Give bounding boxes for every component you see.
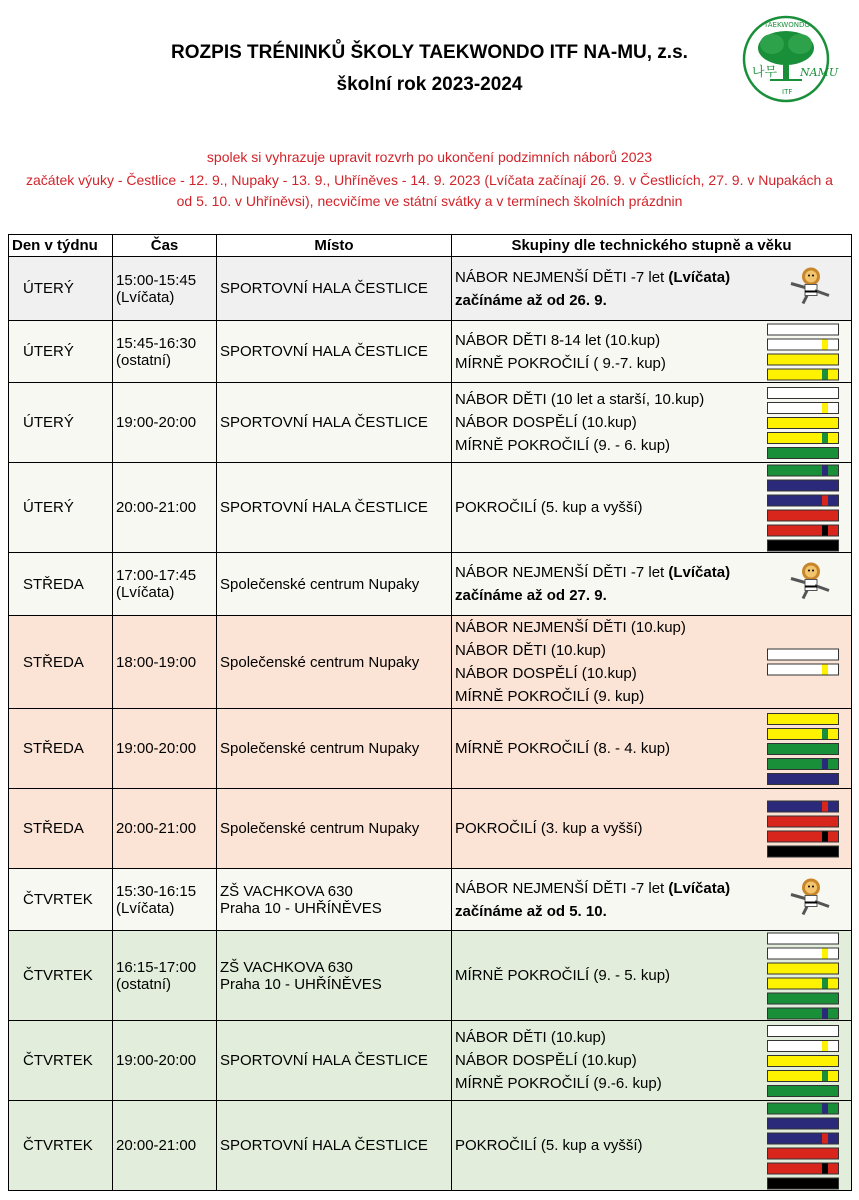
group-line: [455, 685, 738, 708]
group-line: [455, 266, 738, 289]
place-cell: [217, 383, 452, 463]
place-name: SPORTOVNÍ HALA ČESTLICE: [220, 499, 428, 516]
day-cell: STŘEDA: [9, 553, 113, 616]
belt-stripe: [822, 403, 828, 413]
time-range: 19:00-20:00: [116, 414, 197, 431]
belt-yellow: [767, 417, 839, 429]
group-line: [455, 737, 738, 760]
header-day: Den v týdnu: [9, 235, 113, 257]
place-cell: [217, 1101, 452, 1191]
svg-text:NAMU: NAMU: [800, 66, 839, 79]
belt-white: [767, 932, 839, 944]
group-text: NÁBOR DĚTI (10 let a starší, 10.kup): [455, 391, 705, 408]
place-name: ZŠ VACHKOVA 630: [220, 882, 353, 900]
belt-stripe: [822, 369, 828, 379]
place-address: Praha 10 - UHŘÍNĚVES: [220, 975, 382, 993]
belt-stripe: [822, 1133, 828, 1143]
belt-stripe: [822, 729, 828, 739]
groups-cell: [452, 321, 852, 383]
belt-stripe: [822, 465, 828, 475]
belt-red-black: [767, 830, 839, 842]
lion-kick-icon: [781, 265, 833, 312]
table-row: [9, 869, 852, 931]
belt-red-black: [767, 1162, 839, 1174]
groups-cell: [452, 553, 852, 616]
time-note: (ostatní): [116, 351, 172, 369]
table-row: [9, 383, 852, 463]
group-line: [455, 584, 738, 607]
belt-yellow: [767, 1055, 839, 1067]
belt-red-black: [767, 524, 839, 536]
belt-white-yellow: [767, 947, 839, 959]
place-cell: [217, 463, 452, 553]
group-bold-text: (Lvíčata): [668, 879, 731, 897]
place-name: Společenské centrum Nupaky: [220, 820, 420, 837]
belt-blue: [767, 479, 839, 491]
group-line: [455, 1049, 738, 1072]
place-name: ZŠ VACHKOVA 630: [220, 958, 353, 976]
group-line: [455, 817, 738, 840]
day-cell: STŘEDA: [9, 709, 113, 789]
group-line: [455, 1026, 738, 1049]
time-range: 19:00-20:00: [116, 740, 197, 757]
belt-green: [767, 447, 839, 459]
belt-yellow-green: [767, 728, 839, 740]
table-row: [9, 616, 852, 709]
group-text: MÍRNĚ POKROČILÍ (8. - 4. kup): [455, 740, 671, 757]
group-text: MÍRNĚ POKROČILÍ (9. - 5. kup): [455, 967, 671, 984]
lion-kick-icon: [781, 561, 833, 608]
belt-stack: [767, 797, 839, 860]
time-note: (Lvíčata): [116, 288, 175, 306]
place-cell: [217, 869, 452, 931]
day-cell: ÚTERÝ: [9, 321, 113, 383]
belt-stripe: [822, 1041, 828, 1051]
namu-logo: [738, 14, 839, 104]
place-cell: [217, 257, 452, 321]
groups-cell: [452, 463, 852, 553]
group-line: [455, 496, 738, 519]
time-range: 18:00-19:00: [116, 653, 197, 671]
group-line: [455, 639, 738, 662]
place-name: SPORTOVNÍ HALA ČESTLICE: [220, 414, 428, 431]
group-line: [455, 964, 738, 987]
groups-cell: [452, 616, 852, 709]
group-line: [455, 561, 738, 584]
belt-stripe: [822, 525, 828, 535]
schedule-table: [8, 234, 852, 1191]
time-cell: [113, 869, 217, 931]
day-cell: STŘEDA: [9, 616, 113, 709]
belt-blue-red: [767, 494, 839, 506]
time-cell: [113, 321, 217, 383]
group-line: [455, 388, 738, 411]
place-cell: [217, 553, 452, 616]
time-range: 15:45-16:30: [116, 334, 197, 352]
belt-stack: [767, 461, 839, 554]
header-place: Místo: [217, 235, 452, 257]
time-range: 16:15-17:00: [116, 958, 197, 976]
group-text: NÁBOR DĚTI 8-14 let (10.kup): [455, 331, 661, 349]
group-line: [455, 1072, 738, 1095]
belt-yellow-green: [767, 1070, 839, 1082]
belt-red: [767, 815, 839, 827]
belt-yellow-green: [767, 368, 839, 380]
groups-cell: [452, 931, 852, 1021]
svg-text:TAEKWONDO: TAEKWONDO: [764, 21, 810, 29]
group-text: POKROČILÍ (5. kup a vyšší): [455, 499, 643, 516]
time-cell: [113, 553, 217, 616]
belt-white-yellow: [767, 664, 839, 676]
group-line: [455, 662, 738, 685]
belt-white: [767, 1025, 839, 1037]
belt-yellow: [767, 962, 839, 974]
table-row: [9, 463, 852, 553]
table-row: [9, 321, 852, 383]
belt-stack: [767, 320, 839, 383]
belt-yellow-green: [767, 432, 839, 444]
belt-yellow: [767, 713, 839, 725]
day-cell: ÚTERÝ: [9, 463, 113, 553]
belt-blue-red: [767, 800, 839, 812]
belt-green: [767, 1085, 839, 1097]
belt-green-blue: [767, 1007, 839, 1019]
svg-text:나무: 나무: [752, 65, 778, 80]
place-name: SPORTOVNÍ HALA ČESTLICE: [220, 1137, 428, 1154]
belt-stripe: [822, 978, 828, 988]
table-row: [9, 709, 852, 789]
table-row: [9, 931, 852, 1021]
group-bold-text: (Lvíčata): [668, 268, 731, 286]
belt-white: [767, 649, 839, 661]
group-text: NÁBOR NEJMENŠÍ DĚTI -7 let: [455, 564, 669, 581]
belt-white-yellow: [767, 338, 839, 350]
group-text: NÁBOR DOSPĚLÍ (10.kup): [455, 1052, 637, 1069]
place-cell: [217, 709, 452, 789]
group-bold-text: začínáme až od 27. 9.: [455, 587, 607, 604]
time-cell: [113, 616, 217, 709]
time-range: 20:00-21:00: [116, 820, 197, 837]
belt-stack: [767, 1099, 839, 1192]
belt-green: [767, 743, 839, 755]
group-text: NÁBOR DĚTI (10.kup): [455, 1029, 606, 1046]
belt-yellow-green: [767, 977, 839, 989]
belt-stack: [767, 384, 839, 462]
belt-stripe: [822, 759, 828, 769]
belt-stripe: [822, 1008, 828, 1018]
belt-blue: [767, 1117, 839, 1129]
groups-cell: [452, 869, 852, 931]
belt-green-blue: [767, 464, 839, 476]
group-text: NÁBOR NEJMENŠÍ DĚTI (10.kup): [455, 619, 686, 636]
time-note: (ostatní): [116, 975, 172, 993]
group-bold-text: (Lvíčata): [668, 564, 731, 581]
notice-line-1: spolek si vyhrazuje upravit rozvrh po ukončení podzimních náborů 2023: [206, 149, 653, 165]
place-name: Společenské centrum Nupaky: [220, 653, 420, 671]
notice-line-3: od 5. 10. v Uhříněvsi), necvičíme ve státní svátky a v termínech školních prázdnin: [176, 193, 683, 209]
belt-red: [767, 509, 839, 521]
time-range: 17:00-17:45: [116, 567, 197, 584]
day-cell: ČTVRTEK: [9, 931, 113, 1021]
time-range: 20:00-21:00: [116, 499, 197, 516]
day-cell: STŘEDA: [9, 789, 113, 869]
table-row: [9, 1101, 852, 1191]
belt-yellow: [767, 353, 839, 365]
belt-stripe: [822, 339, 828, 349]
groups-cell: [452, 709, 852, 789]
table-row: [9, 789, 852, 869]
group-line: [455, 434, 738, 457]
notice-line-2: začátek výuky - Čestlice - 12. 9., Nupaky - 13. 9., Uhříněves - 14. 9. 2023 (Lvíčata začínají 26. 9. v Čestlicích, 27. 9. v Nupakách a: [26, 172, 833, 188]
group-line: [455, 1134, 738, 1157]
table-row: [9, 257, 852, 321]
groups-cell: [452, 257, 852, 321]
place-cell: [217, 321, 452, 383]
belt-black: [767, 845, 839, 857]
day-cell: ÚTERÝ: [9, 383, 113, 463]
groups-cell: [452, 789, 852, 869]
belt-red: [767, 1147, 839, 1159]
belt-green: [767, 992, 839, 1004]
place-cell: [217, 931, 452, 1021]
group-line: [455, 900, 738, 923]
place-name: SPORTOVNÍ HALA ČESTLICE: [220, 1052, 428, 1069]
group-text: MÍRNĚ POKROČILÍ ( 9.-7. kup): [455, 354, 666, 372]
belt-white-yellow: [767, 1040, 839, 1052]
belt-stripe: [822, 831, 828, 841]
belt-blue-red: [767, 1132, 839, 1144]
table-row: [9, 553, 852, 616]
group-bold-text: začínáme až od 5. 10.: [455, 902, 607, 920]
group-text: NÁBOR NEJMENŠÍ DĚTI -7 let: [455, 879, 669, 897]
day-cell: ÚTERÝ: [9, 257, 113, 321]
group-bold-text: začínáme až od 26. 9.: [455, 291, 607, 309]
belt-stack: [767, 646, 839, 679]
day-cell: ČTVRTEK: [9, 1101, 113, 1191]
place-name: Společenské centrum Nupaky: [220, 575, 420, 593]
groups-cell: [452, 1021, 852, 1101]
time-range: 20:00-21:00: [116, 1137, 197, 1154]
svg-text:ITF: ITF: [782, 88, 793, 96]
group-text: NÁBOR DOSPĚLÍ (10.kup): [455, 665, 637, 682]
group-line: [455, 616, 738, 639]
belt-green-blue: [767, 758, 839, 770]
belt-stack: [767, 929, 839, 1022]
group-text: NÁBOR NEJMENŠÍ DĚTI -7 let: [455, 268, 669, 286]
belt-white: [767, 323, 839, 335]
day-cell: ČTVRTEK: [9, 1021, 113, 1101]
group-line: [455, 877, 738, 900]
belt-stripe: [822, 948, 828, 958]
group-text: NÁBOR DĚTI (10.kup): [455, 642, 606, 659]
place-name: SPORTOVNÍ HALA ČESTLICE: [220, 280, 428, 297]
group-text: POKROČILÍ (5. kup a vyšší): [455, 1137, 643, 1154]
time-range: 19:00-20:00: [116, 1052, 197, 1069]
belt-black: [767, 539, 839, 551]
table-header-row: [9, 235, 852, 257]
belt-white: [767, 387, 839, 399]
place-cell: [217, 616, 452, 709]
place-cell: [217, 789, 452, 869]
day-cell: ČTVRTEK: [9, 869, 113, 931]
page-subtitle: školní rok 2023-2024: [336, 74, 523, 95]
place-address: Praha 10 - UHŘÍNĚVES: [220, 899, 382, 917]
time-cell: [113, 1101, 217, 1191]
group-line: [455, 411, 738, 434]
time-cell: [113, 383, 217, 463]
time-cell: [113, 931, 217, 1021]
place-name: SPORTOVNÍ HALA ČESTLICE: [220, 343, 428, 360]
place-cell: [217, 1021, 452, 1101]
header-groups: Skupiny dle technického stupně a věku: [452, 235, 852, 257]
group-text: MÍRNĚ POKROČILÍ (9. - 6. kup): [455, 437, 671, 454]
header-time: Čas: [113, 235, 217, 257]
belt-stripe: [822, 1103, 828, 1113]
time-range: 15:30-16:15: [116, 882, 197, 900]
belt-green-blue: [767, 1102, 839, 1114]
lion-kick-icon: [781, 876, 833, 923]
groups-cell: [452, 1101, 852, 1191]
page-title: ROZPIS TRÉNINKŮ ŠKOLY TAEKWONDO ITF NA-MU, z.s.: [171, 42, 688, 63]
groups-cell: [452, 383, 852, 463]
belt-stripe: [822, 1071, 828, 1081]
time-note: (Lvíčata): [116, 899, 175, 917]
place-name: Společenské centrum Nupaky: [220, 740, 420, 757]
belt-stripe: [822, 433, 828, 443]
table-row: [9, 1021, 852, 1101]
belt-black: [767, 1177, 839, 1189]
time-cell: [113, 463, 217, 553]
group-text: MÍRNĚ POKROČILÍ (9. kup): [455, 688, 645, 705]
group-line: [455, 329, 738, 352]
time-note: (Lvíčata): [116, 584, 175, 601]
time-cell: [113, 1021, 217, 1101]
group-line: [455, 289, 738, 312]
belt-stack: [767, 1022, 839, 1100]
group-text: NÁBOR DOSPĚLÍ (10.kup): [455, 414, 637, 431]
belt-stripe: [822, 1163, 828, 1173]
belt-stripe: [822, 665, 828, 675]
group-line: [455, 352, 738, 375]
belt-stripe: [822, 495, 828, 505]
time-cell: [113, 257, 217, 321]
time-range: 15:00-15:45: [116, 271, 197, 289]
belt-stripe: [822, 801, 828, 811]
time-cell: [113, 709, 217, 789]
belt-blue: [767, 773, 839, 785]
time-cell: [113, 789, 217, 869]
group-text: MÍRNĚ POKROČILÍ (9.-6. kup): [455, 1075, 662, 1092]
belt-stack: [767, 710, 839, 788]
belt-white-yellow: [767, 402, 839, 414]
group-text: POKROČILÍ (3. kup a vyšší): [455, 820, 643, 837]
